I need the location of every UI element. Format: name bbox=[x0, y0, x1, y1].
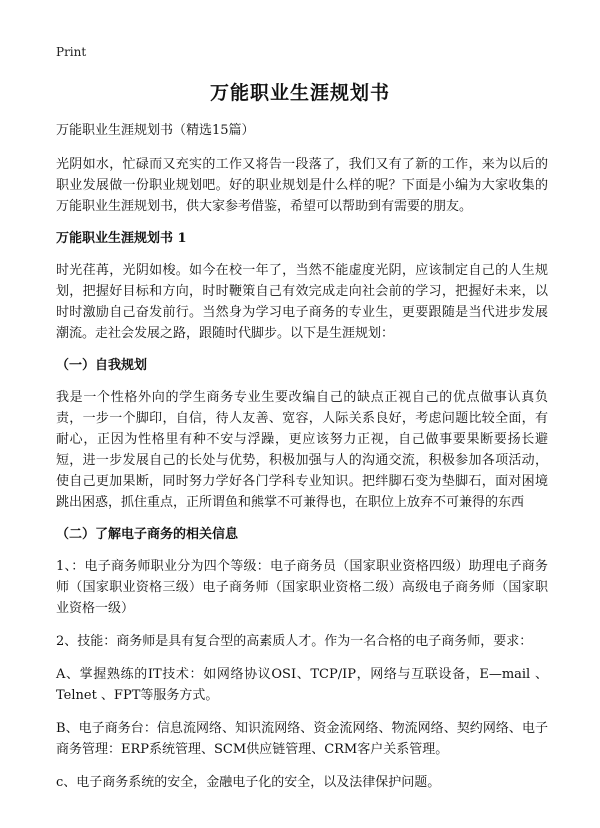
document-body bbox=[56, 120, 548, 805]
section-paragraph: 时光荏苒，光阴如梭。如今在校一年了，当然不能虚度光阴，应该制定自己的人生规划，把握好目标和方向，时时鞭策自己有效完成走向社会前的学习，把握好未来，以时时激励自己奋发前行。当然身为学习电子商务的专业生，更要跟随是当代进步发展潮流。走社会发展之路，跟随时代脚步。以下是生涯规划： bbox=[56, 263, 548, 341]
intro-paragraph: 光阴如水，忙碌而又充实的工作又将告一段落了，我们又有了新的工作，来为以后的职业发展做一份职业规划吧。好的职业规划是什么样的呢？下面是小编为大家收集的万能职业生涯规划书，供大家参考借鉴，希望可以帮助到有需要的朋友。 bbox=[56, 157, 548, 214]
list-item-it-skills: A、掌握熟练的IT技术：如网络协议OSI、TCP/IP，网络与互联设备，E—mail 、Telnet 、FPT等服务方式。 bbox=[56, 667, 548, 703]
list-item-levels: 1、：电子商务师职业分为四个等级：电子商务员（国家职业资格四级）助理电子商务师（国家职业资格三级）电子商务师（国家职业资格二级）高级电子商务师（国家职业资格一级） bbox=[56, 559, 548, 616]
self-planning-paragraph: 我是一个性格外向的学生商务专业生要改编自己的缺点正视自己的优点做事认真负责，一步一个脚印，自信，待人友善、宽容，人际关系良好，考虑问题比较全面，有耐心，正因为性格里有种不安与浮躁，更应该努力正视，自己做事要果断要扬长避短，进一步发展自己的长处与优势，积极加强与人的沟通交流，积极参加各项活动，使自己更加果断，同时努力学好各门学科专业知识。把绊脚石变为垫脚石，面对困境跳出困惑，抓住重点，正所谓鱼和熊掌不可兼得也，在职位上放弃不可兼得的东西 bbox=[56, 390, 548, 510]
print-label: Print bbox=[56, 45, 87, 59]
section-heading: 万能职业生涯规划书 1 bbox=[56, 231, 187, 246]
subsection-heading-ecommerce-info: （二）了解电子商务的相关信息 bbox=[56, 527, 239, 542]
document-subtitle: 万能职业生涯规划书（精选15篇） bbox=[56, 123, 255, 138]
list-item-skills: 2、技能：商务师是具有复合型的高素质人才。作为一名合格的电子商务师，要求： bbox=[56, 634, 533, 649]
subsection-heading-self-planning: （一）自我规划 bbox=[56, 358, 148, 373]
list-item-platform: B、电子商务台：信息流网络、知识流网络、资金流网络、物流网络、契约网络、电子商务管理：ERP系统管理、SCM供应链管理、CRM客户关系管理。 bbox=[56, 721, 548, 757]
page-title: 万能职业生涯规划书 bbox=[209, 82, 390, 104]
list-item-security: c、电子商务系统的安全，金融电子化的安全，以及法律保护问题。 bbox=[56, 775, 441, 790]
